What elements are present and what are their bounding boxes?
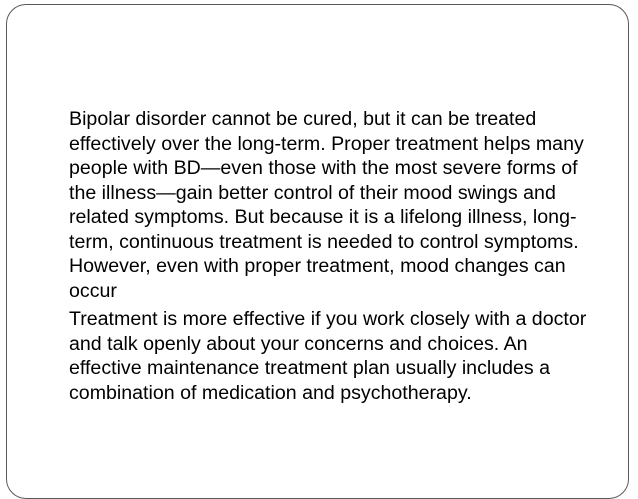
slide-body: [69, 107, 599, 405]
paragraph-bipolar-treatment: Bipolar disorder cannot be cured, but it can be treated effectively over the long-term. Proper treatment helps many people with BD—even those with the most severe forms of the illness—gain better control of their mood swings and related symptoms. But because it is a lifelong illness, long-term, continuous treatment is needed to control symptoms. However, even with proper treatment, mood changes can occur: [69, 108, 584, 302]
paragraph-treatment-effectiveness: Treatment is more effective if you work closely with a doctor and talk openly about your concerns and choices. An effective maintenance treatment plan usually includes a combination of medication and psychotherapy.: [69, 308, 587, 404]
